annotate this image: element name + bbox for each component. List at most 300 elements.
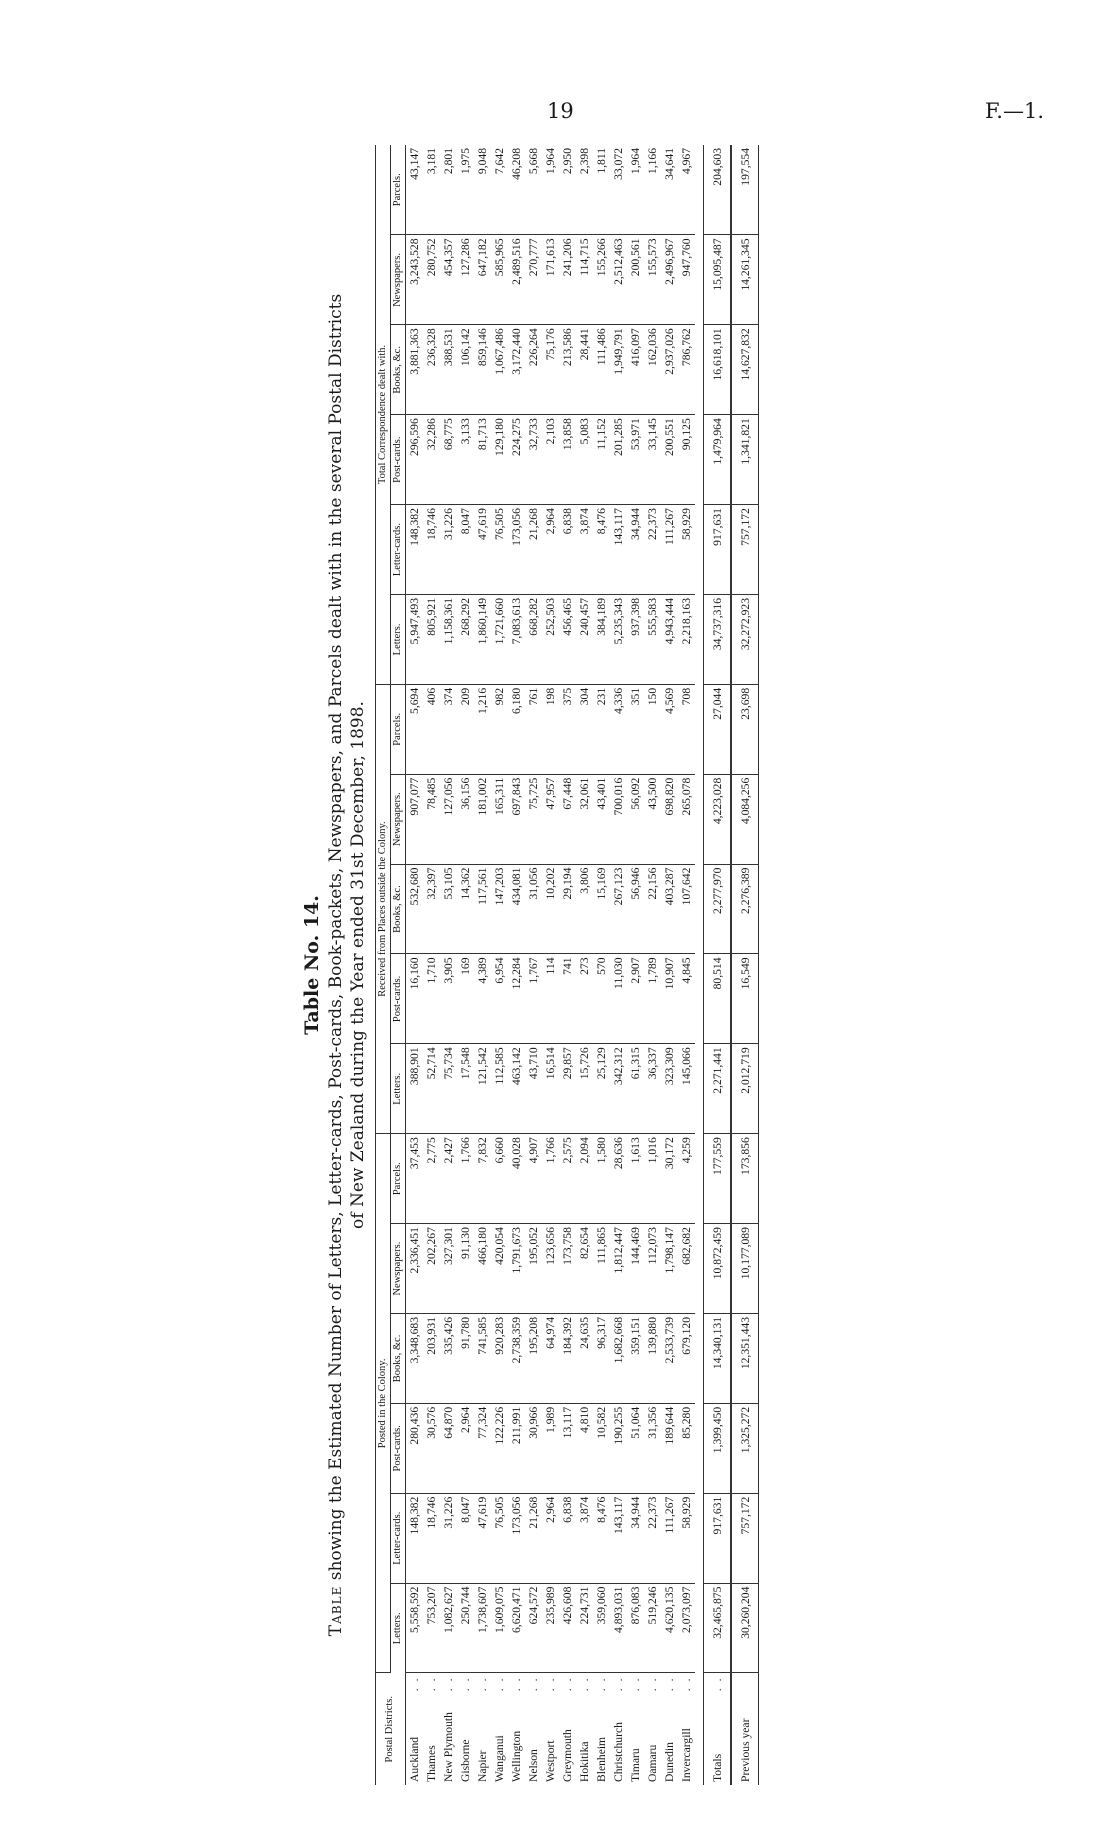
total-value-cell: 34,944 — [627, 505, 644, 595]
posted-value-cell: 31,226 — [440, 1493, 457, 1583]
rotated-table-block — [300, 145, 780, 1785]
posted-value-cell: 37,453 — [406, 1134, 424, 1224]
total-value-cell: 1,811 — [593, 145, 610, 235]
page-code: F.—1. — [985, 99, 1045, 123]
table-caption — [300, 145, 369, 1785]
posted-value-cell: 876,083 — [627, 1583, 644, 1673]
received-value-cell: 29,194 — [559, 864, 576, 954]
posted-value-cell: 51,064 — [627, 1403, 644, 1493]
received-value-cell: 15,726 — [576, 1044, 593, 1134]
posted-value-cell: 335,426 — [440, 1314, 457, 1404]
received-value-cell: 147,203 — [491, 864, 508, 954]
total-value-cell: 201,285 — [610, 415, 627, 505]
received-value-cell: 117,561 — [474, 864, 491, 954]
posted-value-cell: 2,073,097 — [678, 1583, 695, 1673]
total-value-cell: 1,166 — [644, 145, 661, 235]
received-value-cell: 4,084,256 — [731, 774, 759, 864]
district-name-cell — [610, 1673, 627, 1785]
table-row — [627, 145, 644, 1785]
total-value-cell: 236,328 — [423, 325, 440, 415]
leader-dots: . . — [680, 1676, 693, 1692]
total-value-cell: 296,596 — [406, 415, 424, 505]
table-row — [423, 145, 440, 1785]
total-value-cell: 127,286 — [457, 235, 474, 325]
total-value-cell: 5,668 — [525, 145, 542, 235]
district-name: Christchurch — [612, 1722, 625, 1782]
posted-value-cell: 177,559 — [704, 1134, 732, 1224]
district-name-cell — [704, 1673, 732, 1785]
total-value-cell: 114,715 — [576, 235, 593, 325]
received-value-cell: 127,056 — [440, 774, 457, 864]
posted-value-cell: 34,944 — [627, 1493, 644, 1583]
posted-value-cell: 8,476 — [593, 1493, 610, 1583]
posted-value-cell: 1,798,147 — [661, 1224, 678, 1314]
total-value-cell: 2,964 — [542, 505, 559, 595]
received-value-cell: 463,142 — [508, 1044, 525, 1134]
received-value-cell: 165,311 — [491, 774, 508, 864]
posted-value-cell: 30,172 — [661, 1134, 678, 1224]
total-value-cell: 34,737,316 — [704, 595, 732, 685]
total-value-cell: 1,949,791 — [610, 325, 627, 415]
district-name: Oamaru — [646, 1744, 659, 1782]
received-value-cell: 4,389 — [474, 954, 491, 1044]
posted-value-cell: 58,929 — [678, 1493, 695, 1583]
received-value-cell: 532,680 — [406, 864, 424, 954]
district-name-cell — [542, 1673, 559, 1785]
column-header-row — [390, 145, 405, 1785]
received-value-cell: 181,002 — [474, 774, 491, 864]
received-value-cell: 907,077 — [406, 774, 424, 864]
received-value-cell: 375 — [559, 684, 576, 774]
posted-value-cell: 143,117 — [610, 1493, 627, 1583]
posted-value-cell: 2,094 — [576, 1134, 593, 1224]
district-name-cell — [525, 1673, 542, 1785]
posted-value-cell: 753,207 — [423, 1583, 440, 1673]
posted-value-cell: 917,631 — [704, 1493, 732, 1583]
posted-value-cell: 2,533,739 — [661, 1314, 678, 1404]
posted-value-cell: 13,117 — [559, 1403, 576, 1493]
posted-value-cell: 12,351,443 — [731, 1314, 759, 1404]
posted-value-cell: 189,644 — [661, 1403, 678, 1493]
total-value-cell: 2,398 — [576, 145, 593, 235]
district-name: Previous year — [738, 1718, 752, 1782]
received-value-cell: 121,542 — [474, 1044, 491, 1134]
received-value-cell: 43,401 — [593, 774, 610, 864]
posted-value-cell: 123,656 — [542, 1224, 559, 1314]
posted-value-cell: 224,731 — [576, 1583, 593, 1673]
total-value-cell: 2,496,967 — [661, 235, 678, 325]
posted-value-cell: 85,280 — [678, 1403, 695, 1493]
leader-dots: . . — [510, 1676, 523, 1692]
table-row — [678, 145, 695, 1785]
district-name: Auckland — [408, 1736, 421, 1782]
received-value-cell: 61,315 — [627, 1044, 644, 1134]
received-value-cell: 32,061 — [576, 774, 593, 864]
total-value-cell: 937,398 — [627, 595, 644, 685]
table-row — [661, 145, 678, 1785]
total-value-cell: 3,874 — [576, 505, 593, 595]
posted-value-cell: 1,399,450 — [704, 1403, 732, 1493]
total-value-cell: 28,441 — [576, 325, 593, 415]
district-name: Nelson — [527, 1749, 540, 1782]
total-value-cell: 456,465 — [559, 595, 576, 685]
header-total-col-1: Letter-cards. — [390, 505, 405, 595]
received-value-cell: 12,284 — [508, 954, 525, 1044]
received-value-cell: 2,012,719 — [731, 1044, 759, 1134]
total-value-cell: 1,964 — [627, 145, 644, 235]
total-value-cell: 1,721,660 — [491, 595, 508, 685]
received-value-cell: 6,954 — [491, 954, 508, 1044]
header-group-total: Total Correspondence dealt with. — [375, 145, 390, 684]
posted-value-cell: 64,974 — [542, 1314, 559, 1404]
leader-dots: . . — [629, 1676, 642, 1692]
received-value-cell: 75,725 — [525, 774, 542, 864]
district-name-cell — [678, 1673, 695, 1785]
total-value-cell: 58,929 — [678, 505, 695, 595]
total-value-cell: 2,950 — [559, 145, 576, 235]
posted-value-cell: 1,812,447 — [610, 1224, 627, 1314]
district-name: Wellington — [510, 1730, 523, 1782]
posted-value-cell: 195,208 — [525, 1314, 542, 1404]
posted-value-cell: 144,469 — [627, 1224, 644, 1314]
leader-dots: . . — [442, 1676, 455, 1692]
district-name-cell — [576, 1673, 593, 1785]
posted-value-cell: 2,775 — [423, 1134, 440, 1224]
total-value-cell: 171,613 — [542, 235, 559, 325]
spacer-row — [695, 145, 704, 1785]
leader-dots: . . — [425, 1676, 438, 1692]
district-name: Timaru — [629, 1748, 642, 1782]
posted-value-cell: 1,613 — [627, 1134, 644, 1224]
posted-value-cell: 173,758 — [559, 1224, 576, 1314]
page-number: 19 — [547, 99, 574, 123]
posted-value-cell: 82,654 — [576, 1224, 593, 1314]
postal-statistics-table — [375, 145, 759, 1785]
header-total-col-2: Post-cards. — [390, 415, 405, 505]
received-value-cell: 1,710 — [423, 954, 440, 1044]
posted-value-cell: 757,172 — [731, 1493, 759, 1583]
posted-value-cell: 1,766 — [457, 1134, 474, 1224]
leader-dots: . . — [663, 1676, 676, 1692]
posted-value-cell: 139,880 — [644, 1314, 661, 1404]
posted-value-cell: 22,373 — [644, 1493, 661, 1583]
district-name-cell — [644, 1673, 661, 1785]
caption-lead-word: Table — [325, 1585, 346, 1637]
total-value-cell: 224,275 — [508, 415, 525, 505]
district-name: Gisborne — [459, 1739, 472, 1782]
received-value-cell: 75,734 — [440, 1044, 457, 1134]
header-posted-col-5: Parcels. — [390, 1134, 405, 1224]
posted-value-cell: 1,325,272 — [731, 1403, 759, 1493]
received-value-cell: 36,156 — [457, 774, 474, 864]
received-value-cell: 265,078 — [678, 774, 695, 864]
table-row — [474, 145, 491, 1785]
received-value-cell: 700,016 — [610, 774, 627, 864]
district-name: Invercargill — [680, 1728, 693, 1782]
leader-dots: . . — [408, 1676, 421, 1692]
posted-value-cell: 250,744 — [457, 1583, 474, 1673]
posted-value-cell: 359,151 — [627, 1314, 644, 1404]
posted-value-cell: 4,893,031 — [610, 1583, 627, 1673]
total-value-cell: 5,947,493 — [406, 595, 424, 685]
header-posted-col-2: Post-cards. — [390, 1403, 405, 1493]
leader-dots: . . — [646, 1676, 659, 1692]
received-value-cell: 741 — [559, 954, 576, 1044]
posted-value-cell: 32,465,875 — [704, 1583, 732, 1673]
posted-value-cell: 28,636 — [610, 1134, 627, 1224]
posted-value-cell: 6,660 — [491, 1134, 508, 1224]
posted-value-cell: 679,120 — [678, 1314, 695, 1404]
received-value-cell: 145,066 — [678, 1044, 695, 1134]
received-value-cell: 16,514 — [542, 1044, 559, 1134]
posted-value-cell: 1,738,607 — [474, 1583, 491, 1673]
caption-line-1: showing the Estimated Number of Letters, Letter-cards, Post-cards, Book-packets, Newspapers, and Parcels dealt with in the several Postal Districts — [325, 293, 346, 1581]
total-value-cell: 143,117 — [610, 505, 627, 595]
district-name: Thames — [425, 1745, 438, 1782]
received-value-cell: 374 — [440, 684, 457, 774]
posted-value-cell: 148,382 — [406, 1493, 424, 1583]
received-value-cell: 10,202 — [542, 864, 559, 954]
leader-dots: . . — [561, 1676, 574, 1692]
total-value-cell: 14,261,345 — [731, 235, 759, 325]
total-value-cell: 15,095,487 — [704, 235, 732, 325]
district-name-cell — [440, 1673, 457, 1785]
posted-value-cell: 3,874 — [576, 1493, 593, 1583]
total-value-cell: 4,967 — [678, 145, 695, 235]
posted-value-cell: 4,907 — [525, 1134, 542, 1224]
posted-value-cell: 96,317 — [593, 1314, 610, 1404]
district-name: Greymouth — [561, 1729, 574, 1782]
total-value-cell: 53,971 — [627, 415, 644, 505]
posted-value-cell: 76,505 — [491, 1493, 508, 1583]
received-value-cell: 23,698 — [731, 684, 759, 774]
table-description — [325, 145, 347, 1785]
total-value-cell: 917,631 — [704, 505, 732, 595]
received-value-cell: 304 — [576, 684, 593, 774]
total-value-cell: 90,125 — [678, 415, 695, 505]
received-value-cell: 1,767 — [525, 954, 542, 1044]
posted-value-cell: 112,073 — [644, 1224, 661, 1314]
total-value-cell: 200,561 — [627, 235, 644, 325]
posted-value-cell: 2,964 — [457, 1403, 474, 1493]
total-value-cell: 6,838 — [559, 505, 576, 595]
posted-value-cell: 173,856 — [731, 1134, 759, 1224]
total-value-cell: 241,206 — [559, 235, 576, 325]
total-value-cell: 8,476 — [593, 505, 610, 595]
total-value-cell: 200,551 — [661, 415, 678, 505]
received-value-cell: 388,901 — [406, 1044, 424, 1134]
received-value-cell: 31,056 — [525, 864, 542, 954]
received-value-cell: 15,169 — [593, 864, 610, 954]
posted-value-cell: 10,177,089 — [731, 1224, 759, 1314]
table-row — [491, 145, 508, 1785]
header-received-col-4: Parcels. — [390, 684, 405, 774]
total-value-cell: 668,282 — [525, 595, 542, 685]
posted-value-cell: 1,082,627 — [440, 1583, 457, 1673]
posted-value-cell: 18,746 — [423, 1493, 440, 1583]
posted-value-cell: 30,966 — [525, 1403, 542, 1493]
posted-value-cell: 466,180 — [474, 1224, 491, 1314]
header-received-col-0: Letters. — [390, 1044, 405, 1134]
received-value-cell: 36,337 — [644, 1044, 661, 1134]
received-value-cell: 708 — [678, 684, 695, 774]
received-value-cell: 697,843 — [508, 774, 525, 864]
received-value-cell: 107,642 — [678, 864, 695, 954]
total-value-cell: 148,382 — [406, 505, 424, 595]
total-value-cell: 162,036 — [644, 325, 661, 415]
received-value-cell: 112,585 — [491, 1044, 508, 1134]
posted-value-cell: 184,392 — [559, 1314, 576, 1404]
district-name-cell — [661, 1673, 678, 1785]
received-value-cell: 6,180 — [508, 684, 525, 774]
total-value-cell: 3,243,528 — [406, 235, 424, 325]
received-value-cell: 267,123 — [610, 864, 627, 954]
received-value-cell: 29,857 — [559, 1044, 576, 1134]
total-value-cell: 76,505 — [491, 505, 508, 595]
total-value-cell: 388,531 — [440, 325, 457, 415]
posted-value-cell: 111,267 — [661, 1493, 678, 1583]
spacer-cell — [695, 145, 704, 1785]
total-value-cell: 111,486 — [593, 325, 610, 415]
posted-value-cell: 1,766 — [542, 1134, 559, 1224]
posted-value-cell: 122,226 — [491, 1403, 508, 1493]
received-value-cell: 150 — [644, 684, 661, 774]
table-row — [406, 145, 424, 1785]
posted-value-cell: 2,738,359 — [508, 1314, 525, 1404]
district-name-cell — [491, 1673, 508, 1785]
posted-value-cell: 4,259 — [678, 1134, 695, 1224]
total-value-cell: 7,083,613 — [508, 595, 525, 685]
total-value-cell: 226,264 — [525, 325, 542, 415]
received-value-cell: 1,789 — [644, 954, 661, 1044]
district-name-cell — [593, 1673, 610, 1785]
received-value-cell: 323,309 — [661, 1044, 678, 1134]
total-value-cell: 454,357 — [440, 235, 457, 325]
total-value-cell: 21,268 — [525, 505, 542, 595]
posted-value-cell: 7,832 — [474, 1134, 491, 1224]
district-name: Hokitika — [578, 1741, 591, 1782]
posted-value-cell: 920,283 — [491, 1314, 508, 1404]
header-group-received: Received from Places outside the Colony. — [375, 684, 390, 1133]
posted-value-cell: 30,576 — [423, 1403, 440, 1493]
posted-value-cell: 2,575 — [559, 1134, 576, 1224]
total-value-cell: 197,554 — [731, 145, 759, 235]
district-name: New Plymouth — [442, 1712, 455, 1782]
received-value-cell: 16,160 — [406, 954, 424, 1044]
total-value-cell: 2,512,463 — [610, 235, 627, 325]
received-value-cell: 570 — [593, 954, 610, 1044]
total-value-cell: 416,097 — [627, 325, 644, 415]
total-value-cell: 2,937,026 — [661, 325, 678, 415]
total-value-cell: 32,286 — [423, 415, 440, 505]
district-name: Totals — [710, 1753, 724, 1782]
received-value-cell: 169 — [457, 954, 474, 1044]
posted-value-cell: 1,580 — [593, 1134, 610, 1224]
total-value-cell: 1,067,486 — [491, 325, 508, 415]
leader-dots: . . — [459, 1676, 472, 1692]
total-value-cell: 280,752 — [423, 235, 440, 325]
total-value-cell: 43,147 — [406, 145, 424, 235]
table-row — [704, 145, 732, 1785]
total-value-cell: 1,975 — [457, 145, 474, 235]
posted-value-cell: 682,682 — [678, 1224, 695, 1314]
total-value-cell: 9,048 — [474, 145, 491, 235]
received-value-cell: 406 — [423, 684, 440, 774]
received-value-cell: 56,946 — [627, 864, 644, 954]
posted-value-cell: 21,268 — [525, 1493, 542, 1583]
total-value-cell: 585,965 — [491, 235, 508, 325]
caption-line-2: of New Zealand during the Year ended 31st December, 1898. — [347, 701, 368, 1229]
table-row — [508, 145, 525, 1785]
total-value-cell: 2,801 — [440, 145, 457, 235]
district-name: Blenheim — [595, 1736, 608, 1782]
total-value-cell: 13,858 — [559, 415, 576, 505]
received-value-cell: 56,092 — [627, 774, 644, 864]
total-value-cell: 11,152 — [593, 415, 610, 505]
total-value-cell: 240,457 — [576, 595, 593, 685]
header-postal-districts: Postal Districts. — [375, 1673, 405, 1785]
posted-value-cell: 31,356 — [644, 1403, 661, 1493]
header-group-posted: Posted in the Colony. — [375, 1134, 390, 1673]
received-value-cell: 1,216 — [474, 684, 491, 774]
posted-value-cell: 327,301 — [440, 1224, 457, 1314]
total-value-cell: 1,479,964 — [704, 415, 732, 505]
total-value-cell: 33,072 — [610, 145, 627, 235]
header-received-col-1: Post-cards. — [390, 954, 405, 1044]
received-value-cell: 47,957 — [542, 774, 559, 864]
posted-value-cell: 6,620,471 — [508, 1583, 525, 1673]
table-row — [559, 145, 576, 1785]
received-value-cell: 4,569 — [661, 684, 678, 774]
received-value-cell: 32,397 — [423, 864, 440, 954]
received-value-cell: 114 — [542, 954, 559, 1044]
district-name-cell — [731, 1673, 759, 1785]
posted-value-cell: 1,989 — [542, 1403, 559, 1493]
total-value-cell: 1,341,821 — [731, 415, 759, 505]
posted-value-cell: 235,989 — [542, 1583, 559, 1673]
table-row — [731, 145, 759, 1785]
table-row — [542, 145, 559, 1785]
leader-dots: . . — [710, 1676, 724, 1692]
total-value-cell: 2,218,163 — [678, 595, 695, 685]
total-value-cell: 7,642 — [491, 145, 508, 235]
district-name: Wanganui — [493, 1735, 506, 1782]
received-value-cell: 14,362 — [457, 864, 474, 954]
total-value-cell: 757,172 — [731, 505, 759, 595]
posted-value-cell: 1,682,668 — [610, 1314, 627, 1404]
posted-value-cell: 3,348,683 — [406, 1314, 424, 1404]
leader-dots: . . — [578, 1676, 591, 1692]
posted-value-cell: 91,130 — [457, 1224, 474, 1314]
total-value-cell: 252,503 — [542, 595, 559, 685]
posted-value-cell: 519,246 — [644, 1583, 661, 1673]
posted-value-cell: 741,585 — [474, 1314, 491, 1404]
received-value-cell: 67,448 — [559, 774, 576, 864]
posted-value-cell: 426,608 — [559, 1583, 576, 1673]
table-row — [525, 145, 542, 1785]
district-name-cell — [627, 1673, 644, 1785]
district-name-cell — [474, 1673, 491, 1785]
posted-value-cell: 64,870 — [440, 1403, 457, 1493]
total-value-cell: 555,583 — [644, 595, 661, 685]
leader-dots: . . — [612, 1676, 625, 1692]
total-value-cell: 155,266 — [593, 235, 610, 325]
district-name: Dunedin — [663, 1742, 676, 1782]
received-value-cell: 5,694 — [406, 684, 424, 774]
header-total-col-4: Newspapers. — [390, 235, 405, 325]
table-row — [440, 145, 457, 1785]
district-name-cell — [508, 1673, 525, 1785]
